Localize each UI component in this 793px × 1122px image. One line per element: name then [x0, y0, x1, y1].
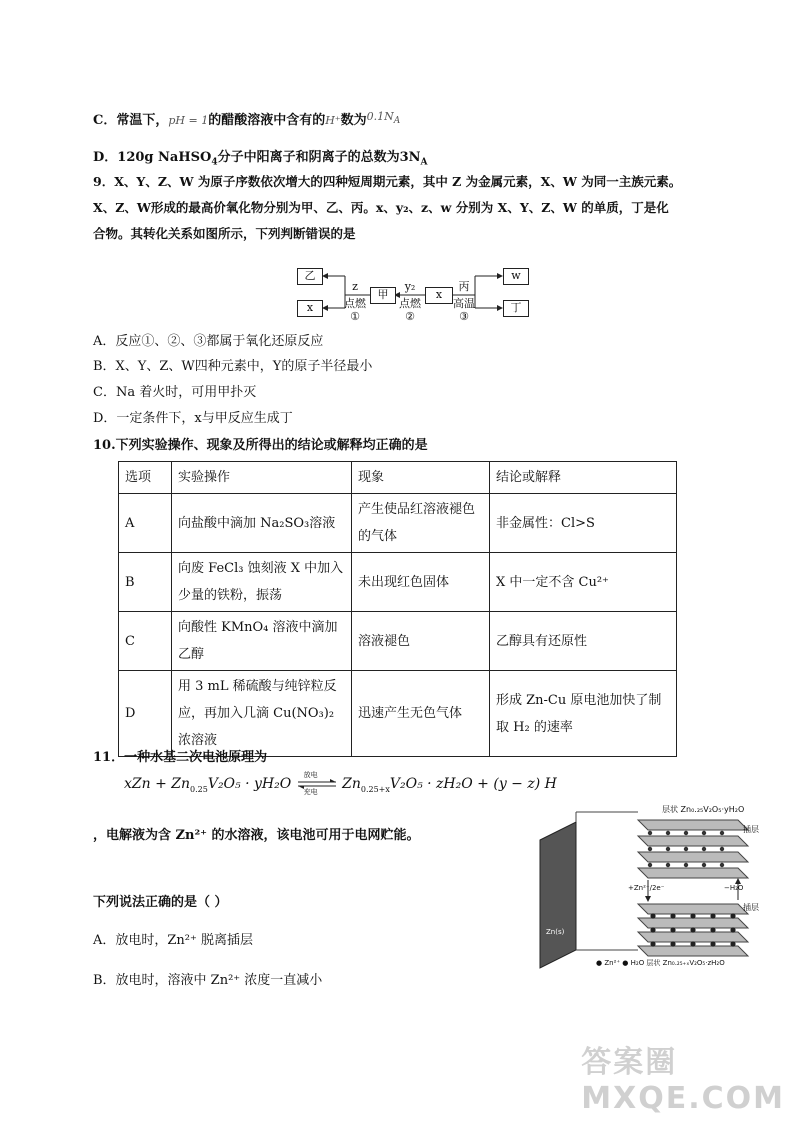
- q9-option-c: C．Na 着火时，可用甲扑灭: [93, 385, 257, 400]
- box-yi: 乙: [297, 268, 323, 285]
- eq-left-mid: V₂O₅ · yH₂O: [207, 776, 292, 792]
- table-header-cell: 选项: [119, 462, 172, 494]
- q11-stem: 11．一种水基二次电池原理为: [93, 750, 268, 765]
- diagram-arrows: [0, 0, 793, 330]
- table-cell: 向废 FeCl₃ 蚀刻液 X 中加入少量的铁粉，振荡: [172, 553, 352, 612]
- box-ding: 丁: [503, 300, 529, 317]
- eq-right-sub: 0.25+x: [360, 784, 390, 794]
- table-cell: 向盐酸中滴加 Na₂SO₃溶液: [172, 494, 352, 553]
- table-cell: 用 3 mL 稀硫酸与纯锌粒反应，再加入几滴 Cu(NO₃)₂ 浓溶液: [172, 671, 352, 757]
- figure-right-arrow: −H₂O: [724, 884, 744, 892]
- table-row: [119, 671, 677, 757]
- table-cell: 非金属性：Cl>S: [490, 494, 677, 553]
- eq-left: xZn + Zn: [124, 776, 191, 792]
- watermark-top: 答案圈: [581, 1045, 678, 1080]
- q11-option-a: A．放电时，Zn²⁺ 脱离插层: [93, 933, 253, 948]
- q9-line1: 9．X、Y、Z、W 为原子序数依次增大的四种短周期元素，其中 Z 为金属元素，X、W 为同一主族元素。: [93, 174, 682, 189]
- figure-insert-bottom: 插层: [743, 903, 759, 912]
- option-c-mid: 的醋酸溶液中含有的: [208, 113, 326, 128]
- arrow2-condition: 点燃: [399, 297, 421, 310]
- q11-ask: 下列说法正确的是（ ）: [93, 895, 228, 910]
- eq-arrow-top: 放电: [303, 771, 318, 779]
- eq-arrow-bottom: 充电: [303, 788, 318, 796]
- figure-insert-top: 插层: [743, 825, 759, 834]
- q9-option-a: A．反应①、②、③都属于氧化还原反应: [93, 334, 324, 349]
- table-row: [119, 553, 677, 612]
- watermark-logo: [581, 1037, 785, 1116]
- battery-figure: [538, 800, 770, 970]
- table-cell: 溶液褪色: [352, 612, 490, 671]
- table-cell: 乙醇具有还原性: [490, 612, 677, 671]
- box-x-left: x: [297, 300, 323, 317]
- experiment-table: [118, 461, 677, 757]
- table-cell: 未出现红色固体: [352, 553, 490, 612]
- arrow2-number: ②: [405, 310, 415, 323]
- h-ion: H⁺: [325, 114, 341, 127]
- arrow1-number: ①: [350, 310, 360, 323]
- q9-line3: 合物。其转化关系如图所示，下列判断错误的是: [93, 226, 356, 241]
- option-c-text: C．常温下，: [93, 113, 169, 128]
- arrow1-condition: 点燃: [344, 297, 366, 310]
- battery-equation: [124, 771, 557, 796]
- table-header-cell: 结论或解释: [490, 462, 677, 494]
- q9-line2: X、Z、W形成的最高价氧化物分别为甲、乙、丙。x、y₂、z、w 分别为 X、Y、Z、W 的单质，丁是化: [93, 200, 669, 215]
- table-cell: D: [119, 671, 172, 757]
- table-cell: 向酸性 KMnO₄ 溶液中滴加乙醇: [172, 612, 352, 671]
- q11-option-b: B．放电时，溶液中 Zn²⁺ 浓度一直减小: [93, 973, 323, 988]
- eq-arrow: [296, 771, 338, 796]
- box-jia: 甲: [370, 287, 396, 304]
- option-d-end: 分子中阳离子和阴离子的总数为3N: [217, 150, 421, 165]
- arrow3-number: ③: [459, 310, 469, 323]
- q9-option-d: D．一定条件下，x与甲反应生成丁: [93, 411, 293, 426]
- q11-electrolyte: ，电解液为含 Zn²⁺ 的水溶液，该电池可用于电网贮能。: [93, 828, 420, 843]
- eq-right: Zn: [342, 776, 361, 792]
- arrow2-reagent: y₂: [404, 280, 416, 293]
- q9-option-b: B．X、Y、Z、W四种元素中，Y的原子半径最小: [93, 359, 373, 374]
- figure-plate-label: Zn(s): [546, 928, 565, 936]
- table-cell: A: [119, 494, 172, 553]
- option-c-end: 数为: [340, 113, 367, 128]
- value-01na: 0.1NA: [366, 110, 401, 127]
- table-cell: X 中一定不含 Cu²⁺: [490, 553, 677, 612]
- option-d-sub: 4: [211, 157, 218, 168]
- box-w: w: [503, 268, 529, 285]
- box-x-mid: x: [425, 287, 453, 304]
- arrow1-reagent: z: [352, 280, 358, 293]
- eq-right-mid: V₂O₅ · zH₂O + (y − z) H: [389, 776, 557, 792]
- table-cell: 迅速产生无色气体: [352, 671, 490, 757]
- arrow3-condition: 高温: [453, 297, 475, 310]
- table-cell: C: [119, 612, 172, 671]
- figure-left-arrow: +Zn²⁺/2e⁻: [628, 884, 665, 892]
- option-d-sub2: A: [420, 157, 428, 168]
- arrow3-reagent: 丙: [458, 280, 470, 293]
- option-d-text: D．120g NaHSO: [93, 150, 212, 165]
- table-header-cell: 实验操作: [172, 462, 352, 494]
- q10-stem: 10.下列实验操作、现象及所得出的结论或解释均正确的是: [93, 438, 428, 453]
- figure-top-label: 层状 Zn₀.₂₅V₂O₅·yH₂O: [662, 805, 745, 814]
- table-row: [119, 612, 677, 671]
- table-header-row: [119, 462, 677, 494]
- table-header-cell: 现象: [352, 462, 490, 494]
- watermark-url: MXQE.COM: [581, 1081, 785, 1116]
- table-row: [119, 494, 677, 553]
- table-cell: B: [119, 553, 172, 612]
- eq-left-sub: 0.25: [190, 784, 208, 794]
- figure-legend: ● Zn²⁺ ● H₂O 层状 Zn₀.₂₅₊ₓV₂O₅·zH₂O: [596, 959, 725, 967]
- table-cell: 产生使品红溶液褪色的气体: [352, 494, 490, 553]
- table-cell: 形成 Zn-Cu 原电池加快了制取 H₂ 的速率: [490, 671, 677, 757]
- ph-expression: pH = 1: [168, 114, 209, 127]
